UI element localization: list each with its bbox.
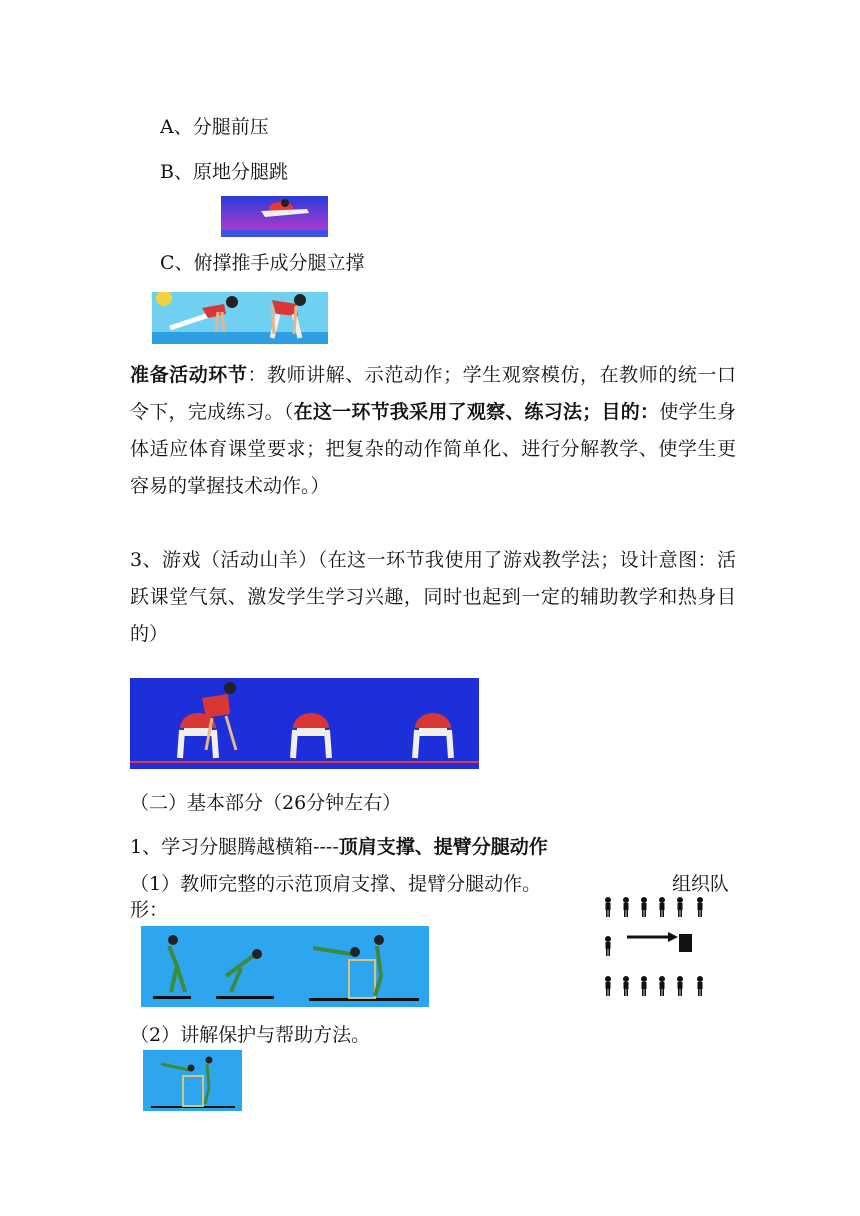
formation-diagram [600,896,720,1000]
prep-paragraph [130,357,736,505]
protect-image [143,1050,242,1111]
learn-heading [130,835,548,859]
goat-game-image [130,678,479,769]
demo-text: （1）教师完整的示范顶肩支撑、提臂分腿动作。 [130,873,542,895]
split-stand-image [244,292,328,344]
prep-text-1: ：教师讲解、示范动作；学生观察模仿，在教师的统一口令下，完成练习。（ [130,364,736,423]
learn-bold: 顶肩支撑、提臂分腿动作 [338,836,548,858]
learn-prefix: 1、学习分腿腾越横箱---- [130,836,339,858]
item-c: C、俯撑推手成分腿立撑 [160,252,365,274]
protect-text: （2）讲解保护与帮助方法。 [130,1024,371,1046]
split-jump-image [221,196,328,237]
prep-text-3: 使学生身体适应体育课堂要求；把复杂的动作简单化、进行分解教学、使学生更容易的掌握技术动作。） [130,401,736,497]
item-b: B、原地分腿跳 [160,161,288,183]
game-paragraph: 3、游戏（活动山羊）（在这一环节我使用了游戏教学法；设计意图：活跃课堂气氛、激发学生学习兴趣，同时也起到一定的辅助教学和热身目的） [130,549,736,645]
org-label-cont: 形： [130,899,169,921]
item-a: A、分腿前压 [160,116,269,138]
prep-bold-2: 在这一环节我采用了观察、练习法；目的： [293,401,660,423]
prep-label: 准备活动环节 [130,364,248,386]
org-label: 组织队 [672,873,730,895]
push-up-image [152,292,244,344]
section-heading: （二）基本部分（26分钟左右） [130,792,402,814]
vault-demo-image [141,926,429,1007]
